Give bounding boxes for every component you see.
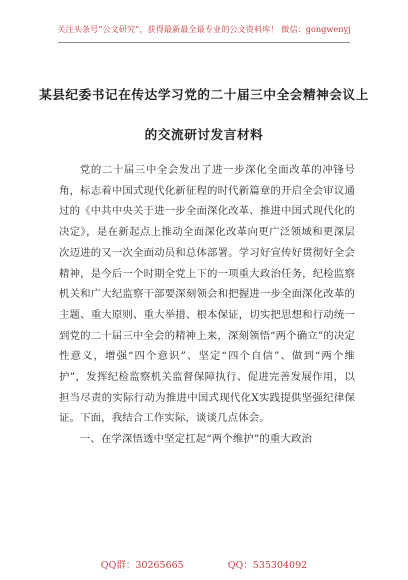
document-title-line2: 的交流研讨发言材料 — [144, 127, 264, 142]
body-paragraph: 一、在学深悟透中坚定扛起“两个维护”的重大政治 — [79, 433, 313, 446]
page-footer — [0, 557, 408, 571]
body-paragraph: 党的二十届三中全会发出了进一步深化全面改革的冲锋号角，标志着中国式现代化新征程的时代新篇章的开启全会审议通过的《中共中央关于进一步全面深化改革、推进中国式现代化的决定》，是在新起点上推动全面深化改革向更广泛领域和更深层次迈进的又一次全面动员和总体部署。学习好宣传好贯彻好全会精神，是今后一个时期全党上下的一项重大政治任务，纪检监察机关和广大纪监察干部要深刻领会和把握进一步全面深化改革的主题、重大原则、重大举措、根本保证，切实把思想和行动统一到党的二十届三中全会的精神上来，深刻领悟“两个确立”的决定性意义，增强“四个意识”、坚定“四个自信”、做到“两个维护”，发挥纪检监察机关监督保障执行、促进完善发展作用，以担当尽责的实际行动为推进中国式现代化X实践提供坚强纪律保证。下面，我结合工作实际，谈谈几点体会。 — [59, 164, 355, 425]
footer-qq-contact: QQ：535304092 — [227, 560, 308, 571]
header-divider — [58, 42, 350, 43]
footer-qq-group: QQ群：30265665 — [100, 560, 184, 571]
document-body — [59, 160, 355, 450]
header-notice: 关注头条号“公文研究”，获得最新最全最专业的公文资料库！ 微信：gongwenyj — [57, 24, 351, 34]
document-title-line1: 某县纪委书记在传达学习党的二十届三中全会精神会议上 — [39, 87, 369, 102]
